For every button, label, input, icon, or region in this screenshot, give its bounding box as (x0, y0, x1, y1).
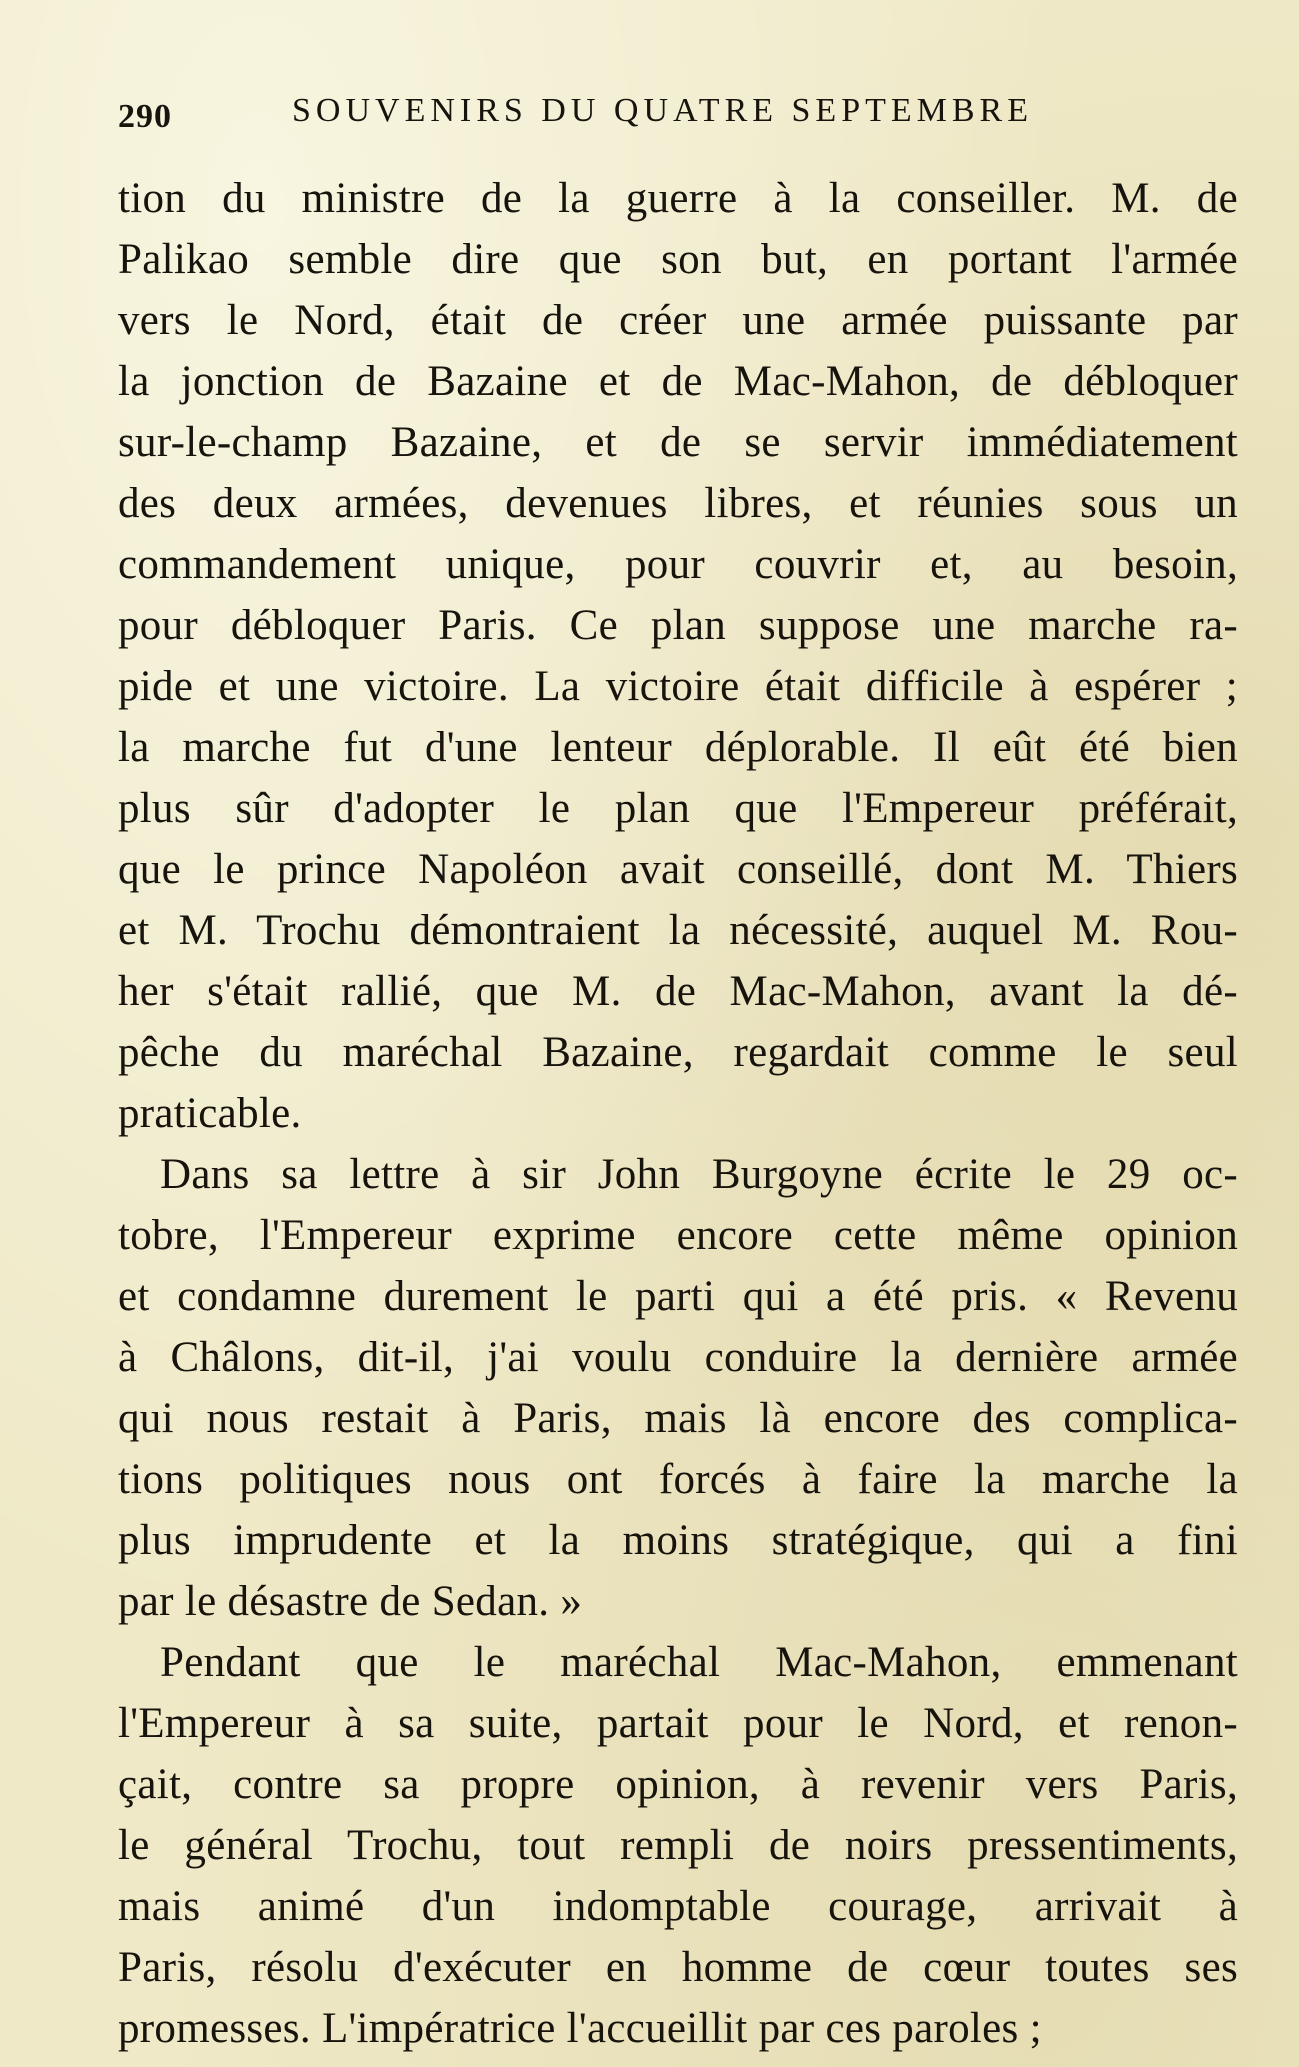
text-line: l'Empereur à sa suite, partait pour le Nord, et renon- (118, 1700, 1238, 1747)
paragraph (118, 1144, 1238, 1632)
text-line: la jonction de Bazaine et de Mac-Mahon, de débloquer (118, 358, 1238, 405)
text-line: Paris, résolu d'exécuter en homme de cœur toutes ses (118, 1944, 1238, 1991)
text-line: her s'était rallié, que M. de Mac-Mahon, avant la dé- (118, 968, 1238, 1015)
text-line: mais animé d'un indomptable courage, arrivait à (118, 1883, 1238, 1930)
page-number: 290 (118, 98, 172, 135)
body-text (118, 168, 1238, 2059)
text-line: qui nous restait à Paris, mais là encore des complica- (118, 1395, 1238, 1442)
text-line: plus sûr d'adopter le plan que l'Empereur préférait, (118, 785, 1238, 832)
text-line: promesses. L'impératrice l'accueillit par ces paroles ; (118, 2005, 1042, 2052)
running-head (118, 92, 1238, 142)
text-line: par le désastre de Sedan. » (118, 1578, 583, 1625)
text-line: la marche fut d'une lenteur déplorable. Il eût été bien (118, 724, 1238, 771)
text-line: vers le Nord, était de créer une armée puissante par (118, 297, 1238, 344)
text-line: çait, contre sa propre opinion, à revenir vers Paris, (118, 1761, 1238, 1808)
text-line: Palikao semble dire que son but, en portant l'armée (118, 236, 1238, 283)
text-line: le général Trochu, tout rempli de noirs pressentiments, (118, 1822, 1238, 1869)
text-line: tion du ministre de la guerre à la conseiller. M. de (118, 175, 1238, 222)
text-line: et condamne durement le parti qui a été pris. « Revenu (118, 1273, 1238, 1320)
text-line: Pendant que le maréchal Mac-Mahon, emmenant (160, 1639, 1238, 1686)
text-line: tions politiques nous ont forcés à faire la marche la (118, 1456, 1238, 1503)
text-line: plus imprudente et la moins stratégique, qui a fini (118, 1517, 1238, 1564)
text-line: Dans sa lettre à sir John Burgoyne écrite le 29 oc- (160, 1151, 1238, 1198)
text-line: praticable. (118, 1090, 302, 1137)
text-line: pour débloquer Paris. Ce plan suppose une marche ra- (118, 602, 1238, 649)
text-line: pêche du maréchal Bazaine, regardait comme le seul (118, 1029, 1238, 1076)
running-title: SOUVENIRS DU QUATRE SEPTEMBRE (292, 92, 1033, 129)
text-line: tobre, l'Empereur exprime encore cette même opinion (118, 1212, 1238, 1259)
text-line: commandement unique, pour couvrir et, au besoin, (118, 541, 1238, 588)
text-line: pide et une victoire. La victoire était difficile à espérer ; (118, 663, 1238, 710)
text-line: que le prince Napoléon avait conseillé, dont M. Thiers (118, 846, 1238, 893)
text-line: et M. Trochu démontraient la nécessité, auquel M. Rou- (118, 907, 1238, 954)
text-line: des deux armées, devenues libres, et réunies sous un (118, 480, 1238, 527)
text-line: à Châlons, dit-il, j'ai voulu conduire la dernière armée (118, 1334, 1238, 1381)
paragraph (118, 168, 1238, 1144)
text-line: sur-le-champ Bazaine, et de se servir immédiatement (118, 419, 1238, 466)
paragraph (118, 1632, 1238, 2059)
